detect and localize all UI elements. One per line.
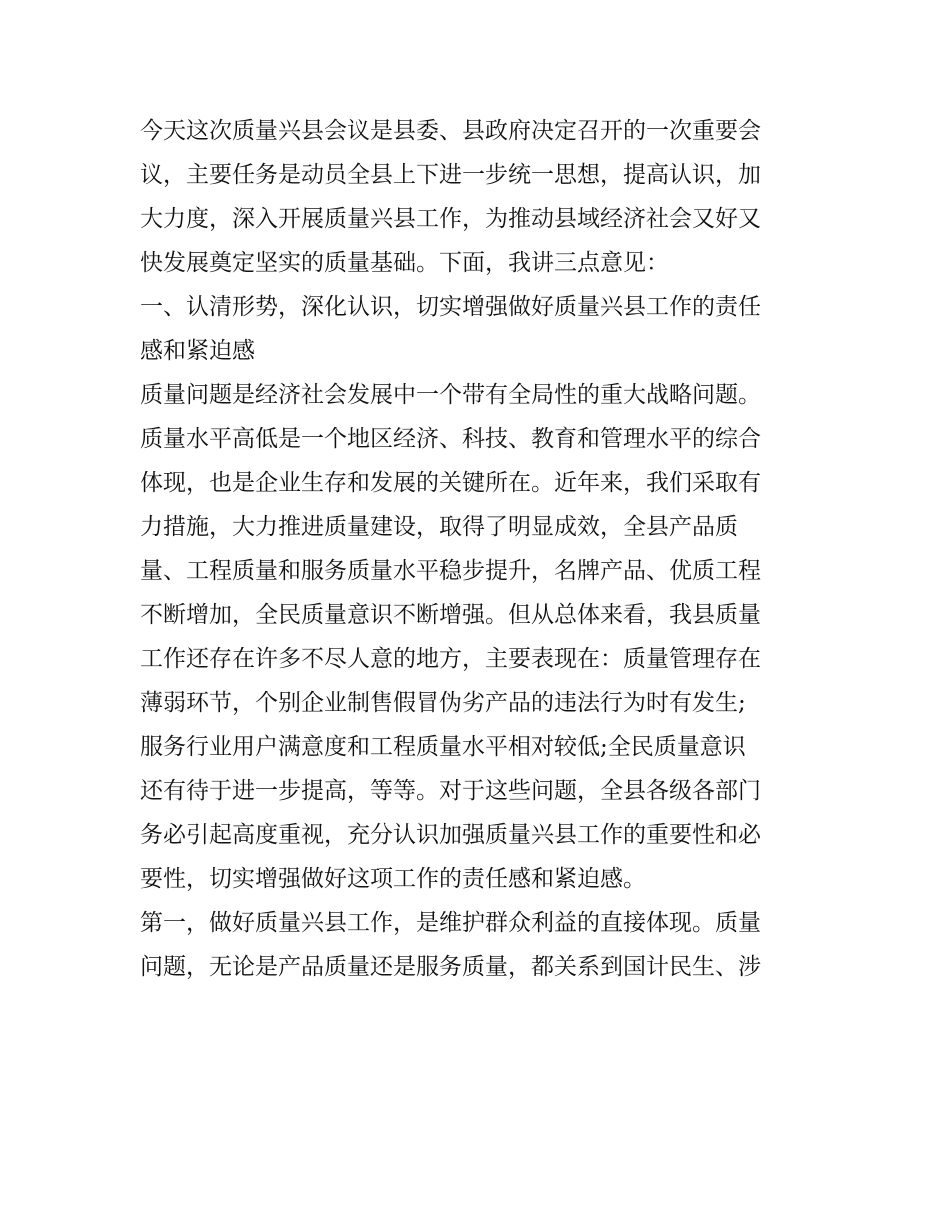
section-heading-line-1: 一、认清形势，深化认识，切实增强做好质量兴县工作的责任 [140, 294, 761, 320]
text-line-19: 第一，做好质量兴县工作，是维护群众利益的直接体现。质量 [140, 910, 761, 936]
text-line-10: 力措施，大力推进质量建设，取得了明显成效，全县产品质 [140, 514, 738, 540]
text-line-15: 服务行业用户满意度和工程质量水平相对较低;全民质量意识 [140, 734, 746, 760]
text-line-17: 务必引起高度重视，充分认识加强质量兴县工作的重要性和必 [140, 822, 761, 848]
text-line-1: 今天这次质量兴县会议是县委、县政府决定召开的一次重要会 [140, 118, 761, 144]
text-line-9: 体现，也是企业生存和发展的关键所在。近年来，我们采取有 [140, 470, 761, 496]
text-line-20: 问题，无论是产品质量还是服务质量，都关系到国计民生、涉 [140, 954, 761, 980]
section-heading-line-2: 感和紧迫感 [140, 338, 255, 364]
text-line-3: 大力度，深入开展质量兴县工作，为推动县域经济社会又好又 [140, 206, 761, 232]
text-line-7: 质量问题是经济社会发展中一个带有全局性的重大战略问题。 [140, 382, 761, 408]
document-body [140, 109, 820, 989]
text-line-18: 要性，切实增强做好这项工作的责任感和紧迫感。 [140, 866, 646, 892]
text-line-16: 还有待于进一步提高，等等。对于这些问题，全县各级各部门 [140, 778, 761, 804]
text-line-12: 不断增加，全民质量意识不断增强。但从总体来看，我县质量 [140, 602, 761, 628]
text-line-8: 质量水平高低是一个地区经济、科技、教育和管理水平的综合 [140, 426, 761, 452]
text-line-14: 薄弱环节，个别企业制售假冒伪劣产品的违法行为时有发生; [140, 690, 746, 716]
text-line-4: 快发展奠定坚实的质量基础。下面，我讲三点意见： [140, 250, 669, 276]
text-line-2: 议，主要任务是动员全县上下进一步统一思想，提高认识，加 [140, 162, 761, 188]
text-line-13: 工作还存在许多不尽人意的地方，主要表现在：质量管理存在 [140, 646, 761, 672]
text-line-11: 量、工程质量和服务质量水平稳步提升，名牌产品、优质工程 [140, 558, 761, 584]
